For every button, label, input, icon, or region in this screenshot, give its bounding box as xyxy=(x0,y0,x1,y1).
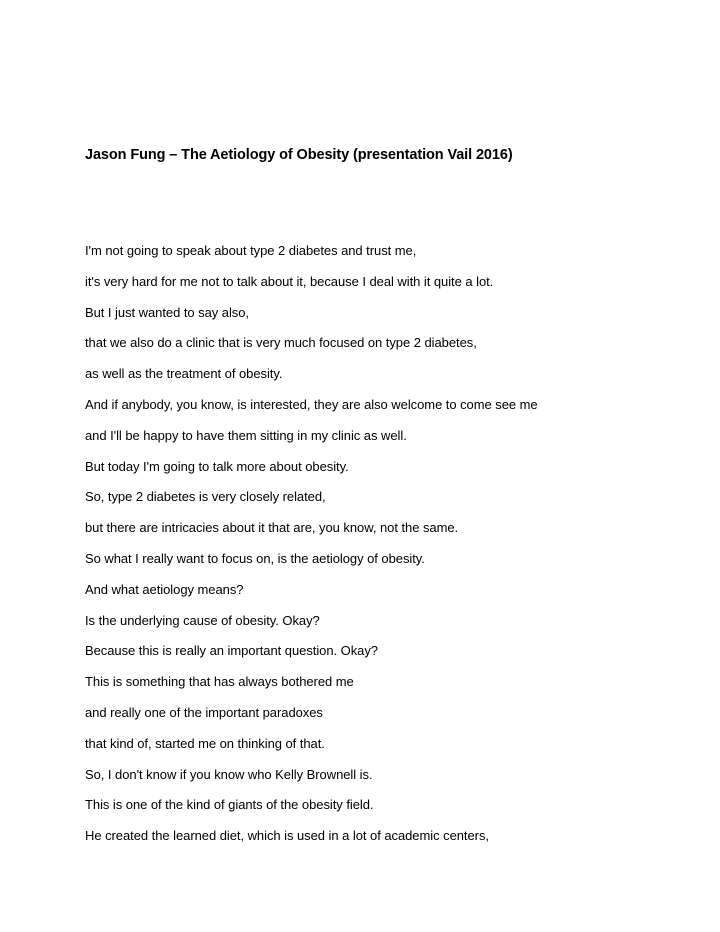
transcript-line: that we also do a clinic that is very much focused on type 2 diabetes, xyxy=(85,335,477,351)
transcript-line: it's very hard for me not to talk about it, because I deal with it quite a lot. xyxy=(85,273,494,289)
transcript-line: Is the underlying cause of obesity. Okay? xyxy=(85,612,320,628)
transcript-line: but there are intricacies about it that are, you know, not the same. xyxy=(85,520,459,536)
transcript-line: and I'll be happy to have them sitting in my clinic as well. xyxy=(85,427,407,443)
transcript-line: as well as the treatment of obesity. xyxy=(85,366,283,382)
transcript-line: Because this is really an important question. Okay? xyxy=(85,643,378,659)
transcript-line: But I just wanted to say also, xyxy=(85,304,249,320)
transcript-line: And what aetiology means? xyxy=(85,581,244,597)
transcript-line: He created the learned diet, which is used in a lot of academic centers, xyxy=(85,828,489,844)
transcript-line: that kind of, started me on thinking of that. xyxy=(85,735,325,751)
transcript-line: So, I don't know if you know who Kelly Brownell is. xyxy=(85,766,373,782)
transcript-line: This is one of the kind of giants of the obesity field. xyxy=(85,797,374,813)
transcript-line: And if anybody, you know, is interested, they are also welcome to come see me xyxy=(85,396,538,412)
transcript-line: So, type 2 diabetes is very closely related, xyxy=(85,489,326,505)
transcript-line: I'm not going to speak about type 2 diabetes and trust me, xyxy=(85,243,417,258)
transcript-line: But today I'm going to talk more about obesity. xyxy=(85,458,349,474)
document-title: Jason Fung – The Aetiology of Obesity (presentation Vail 2016) xyxy=(85,147,513,163)
transcript-line: So what I really want to focus on, is the aetiology of obesity. xyxy=(85,550,425,566)
transcript-lines xyxy=(85,242,538,858)
transcript-line: and really one of the important paradoxes xyxy=(85,704,323,720)
transcript-line: This is something that has always bothered me xyxy=(85,674,354,690)
